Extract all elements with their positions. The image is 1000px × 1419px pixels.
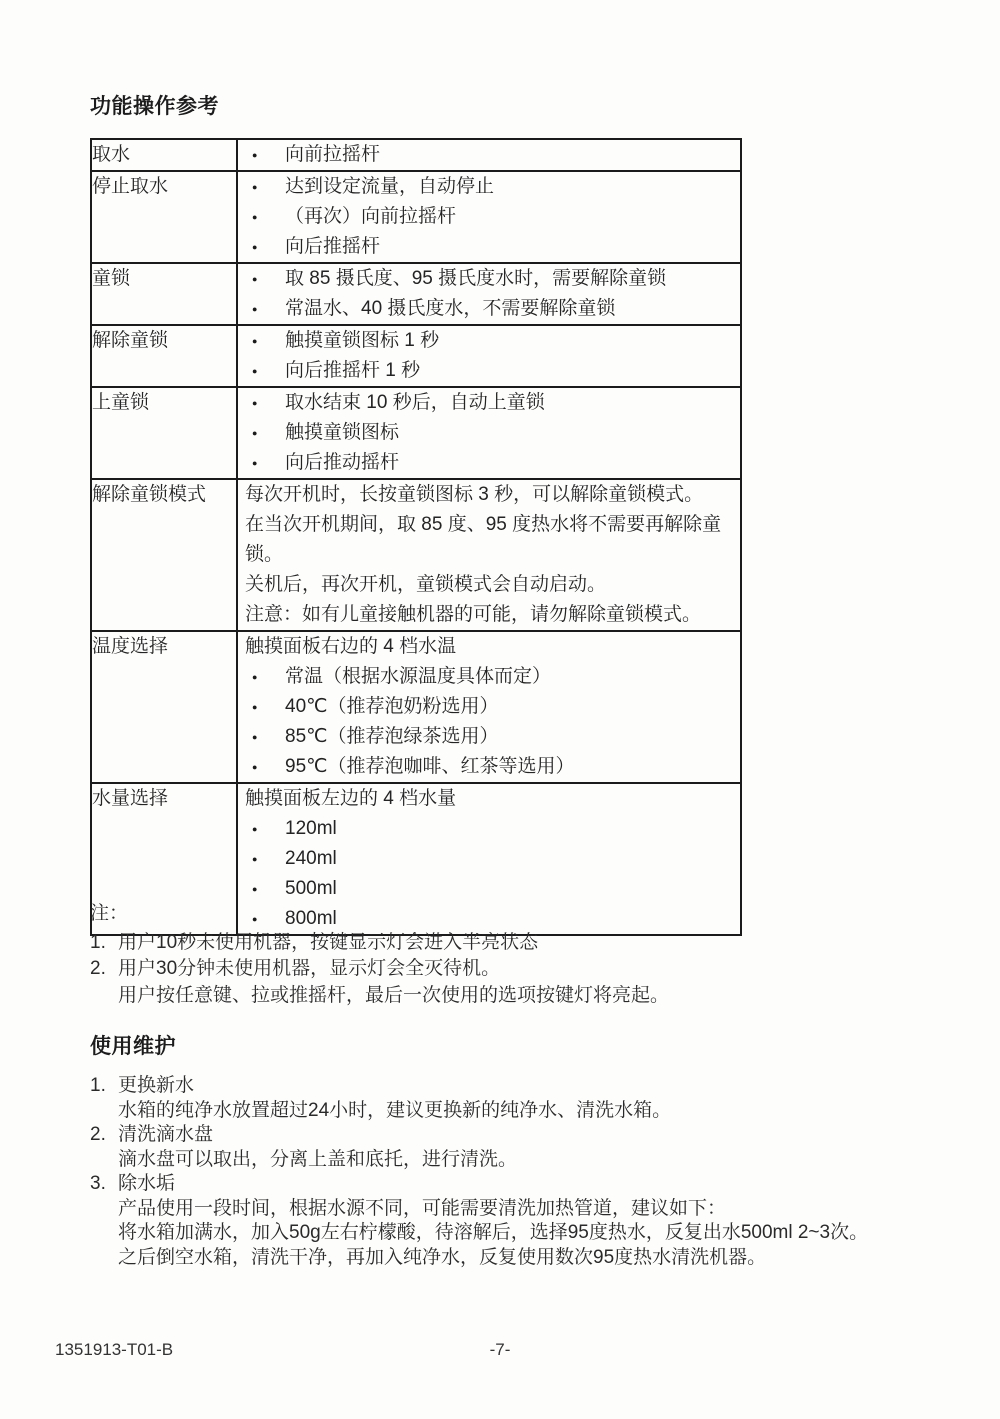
list-item-text: 85℃（推荐泡绿茶选用） xyxy=(285,726,499,747)
list-item-text: 向前拉摇杆 xyxy=(285,144,381,165)
item-number: 1. xyxy=(90,931,106,953)
row-label: 温度选择 xyxy=(92,636,169,657)
list-item-text: 向后推动摇杆 xyxy=(285,452,400,473)
list-item xyxy=(238,264,740,294)
list-item-text: 触摸童锁图标 1 秒 xyxy=(285,330,440,351)
list-item xyxy=(238,722,740,752)
maintenance-text: 除水垢 xyxy=(118,1173,176,1194)
bullet-icon: ● xyxy=(252,366,258,376)
item-number: 2. xyxy=(90,1124,106,1145)
bullet-icon: ● xyxy=(252,458,258,468)
bullet-icon: ● xyxy=(252,242,258,252)
list-item-text: 取 85 摄氏度、95 摄氏度水时，需要解除童锁 xyxy=(285,268,667,289)
bullet-icon: ● xyxy=(252,212,258,222)
note-text: 用户按任意键、拉或推摇杆，最后一次使用的选项按键灯将亮起。 xyxy=(118,984,670,1006)
table-row xyxy=(91,171,741,263)
bullet-icon: ● xyxy=(252,672,258,682)
list-item xyxy=(238,388,740,418)
cell-text-line: 每次开机时，长按童锁图标 3 秒，可以解除童锁模式。 xyxy=(245,484,704,505)
maintenance-text: 清洗滴水盘 xyxy=(118,1124,214,1145)
maintenance-item xyxy=(90,1123,950,1172)
notes-label: 注： xyxy=(90,903,129,924)
list-item xyxy=(238,294,740,324)
maintenance-text: 产品使用一段时间，根据水源不同，可能需要清洗加热管道，建议如下： xyxy=(118,1197,727,1219)
list-item-text: 取水结束 10 秒后，自动上童锁 xyxy=(285,392,545,413)
maintenance-text: 水箱的纯净水放置超过24小时，建议更换新的纯净水、清洗水箱。 xyxy=(118,1099,672,1121)
maintenance-section xyxy=(90,1030,950,1270)
bullet-icon: ● xyxy=(252,398,258,408)
list-item-text: 向后推摇杆 xyxy=(285,236,381,257)
list-item-text: 120ml xyxy=(285,818,337,839)
bullet-icon: ● xyxy=(252,884,258,894)
row-label: 停止取水 xyxy=(92,176,169,197)
list-item xyxy=(238,418,740,448)
note-item xyxy=(90,956,910,1009)
row-label: 童锁 xyxy=(92,268,131,289)
list-item xyxy=(238,326,740,356)
row-label: 解除童锁 xyxy=(92,330,169,351)
cell-text-line: 触摸面板左边的 4 档水量 xyxy=(245,788,457,809)
list-item xyxy=(238,814,740,844)
item-number: 3. xyxy=(90,1173,106,1194)
maintenance-text: 滴水盘可以取出，分离上盖和底托，进行清洗。 xyxy=(118,1148,518,1170)
table-row xyxy=(91,631,741,783)
bullet-icon: ● xyxy=(252,854,258,864)
list-item-text: 向后推摇杆 1 秒 xyxy=(285,360,421,381)
bullet-icon: ● xyxy=(252,824,258,834)
list-item xyxy=(238,844,740,874)
list-item-text: 达到设定流量，自动停止 xyxy=(285,176,495,197)
row-label: 解除童锁模式 xyxy=(92,484,207,505)
list-item xyxy=(238,140,740,170)
list-item xyxy=(238,692,740,722)
bullet-icon: ● xyxy=(252,274,258,284)
note-item xyxy=(90,930,910,957)
cell-text-line: 在当次开机期间，取 85 度、95 度热水将不需要再解除童锁。 xyxy=(245,514,722,565)
page-number: -7- xyxy=(489,1340,511,1359)
list-item xyxy=(238,448,740,478)
row-label: 上童锁 xyxy=(92,392,150,413)
bullet-icon: ● xyxy=(252,702,258,712)
item-number: 1. xyxy=(90,1075,106,1096)
bullet-icon: ● xyxy=(252,762,258,772)
bullet-icon: ● xyxy=(252,914,258,924)
list-item xyxy=(238,172,740,202)
list-item-text: 95℃（推荐泡咖啡、红茶等选用） xyxy=(285,756,575,777)
function-reference-table xyxy=(90,138,742,936)
bullet-icon: ● xyxy=(252,336,258,346)
page-title: 功能操作参考 xyxy=(90,95,219,118)
list-item xyxy=(238,752,740,782)
list-item-text: 常温水、40 摄氏度水，不需要解除童锁 xyxy=(285,298,616,319)
list-item-text: 常温（根据水源温度具体而定） xyxy=(285,666,552,687)
bullet-icon: ● xyxy=(252,182,258,192)
bullet-icon: ● xyxy=(252,732,258,742)
list-item xyxy=(238,662,740,692)
list-item xyxy=(238,874,740,904)
row-label: 取水 xyxy=(92,144,131,165)
maintenance-item xyxy=(90,1172,950,1270)
page-footer xyxy=(0,1340,1000,1362)
table-row xyxy=(91,387,741,479)
bullet-icon: ● xyxy=(252,428,258,438)
note-text: 用户30分钟未使用机器，显示灯会全灭待机。 xyxy=(118,958,501,979)
cell-text-line: 关机后，再次开机，童锁模式会自动启动。 xyxy=(245,574,607,595)
bullet-icon: ● xyxy=(252,150,258,160)
document-code: 1351913-T01-B xyxy=(55,1340,174,1359)
list-item xyxy=(238,232,740,262)
table-row xyxy=(91,479,741,631)
cell-text-line: 触摸面板右边的 4 档水温 xyxy=(245,636,457,657)
list-item-text: 800ml xyxy=(285,908,337,929)
table-row xyxy=(91,139,741,171)
maintenance-text: 更换新水 xyxy=(118,1075,195,1096)
maintenance-text: 之后倒空水箱，清洗干净，再加入纯净水，反复使用数次95度热水清洗机器。 xyxy=(118,1246,767,1268)
list-item-text: 40℃（推荐泡奶粉选用） xyxy=(285,696,499,717)
maintenance-item xyxy=(90,1074,950,1123)
table-row xyxy=(91,263,741,325)
maintenance-text: 将水箱加满水，加入50g左右柠檬酸，待溶解后，选择95度热水，反复出水500ml 2~3次。 xyxy=(118,1222,869,1243)
list-item-text: 500ml xyxy=(285,878,337,899)
notes-section xyxy=(90,901,910,1009)
note-text: 用户10秒未使用机器，按键显示灯会进入半亮状态 xyxy=(118,931,539,953)
cell-text-line: 注意：如有儿童接触机器的可能，请勿解除童锁模式。 xyxy=(245,604,702,625)
section-title: 使用维护 xyxy=(90,1035,176,1058)
item-number: 2. xyxy=(90,958,106,979)
list-item-text: （再次）向前拉摇杆 xyxy=(285,206,457,227)
table-row xyxy=(91,325,741,387)
list-item-text: 触摸童锁图标 xyxy=(285,422,400,443)
list-item-text: 240ml xyxy=(285,848,337,869)
bullet-icon: ● xyxy=(252,304,258,314)
list-item xyxy=(238,202,740,232)
list-item xyxy=(238,356,740,386)
row-label: 水量选择 xyxy=(92,788,169,809)
